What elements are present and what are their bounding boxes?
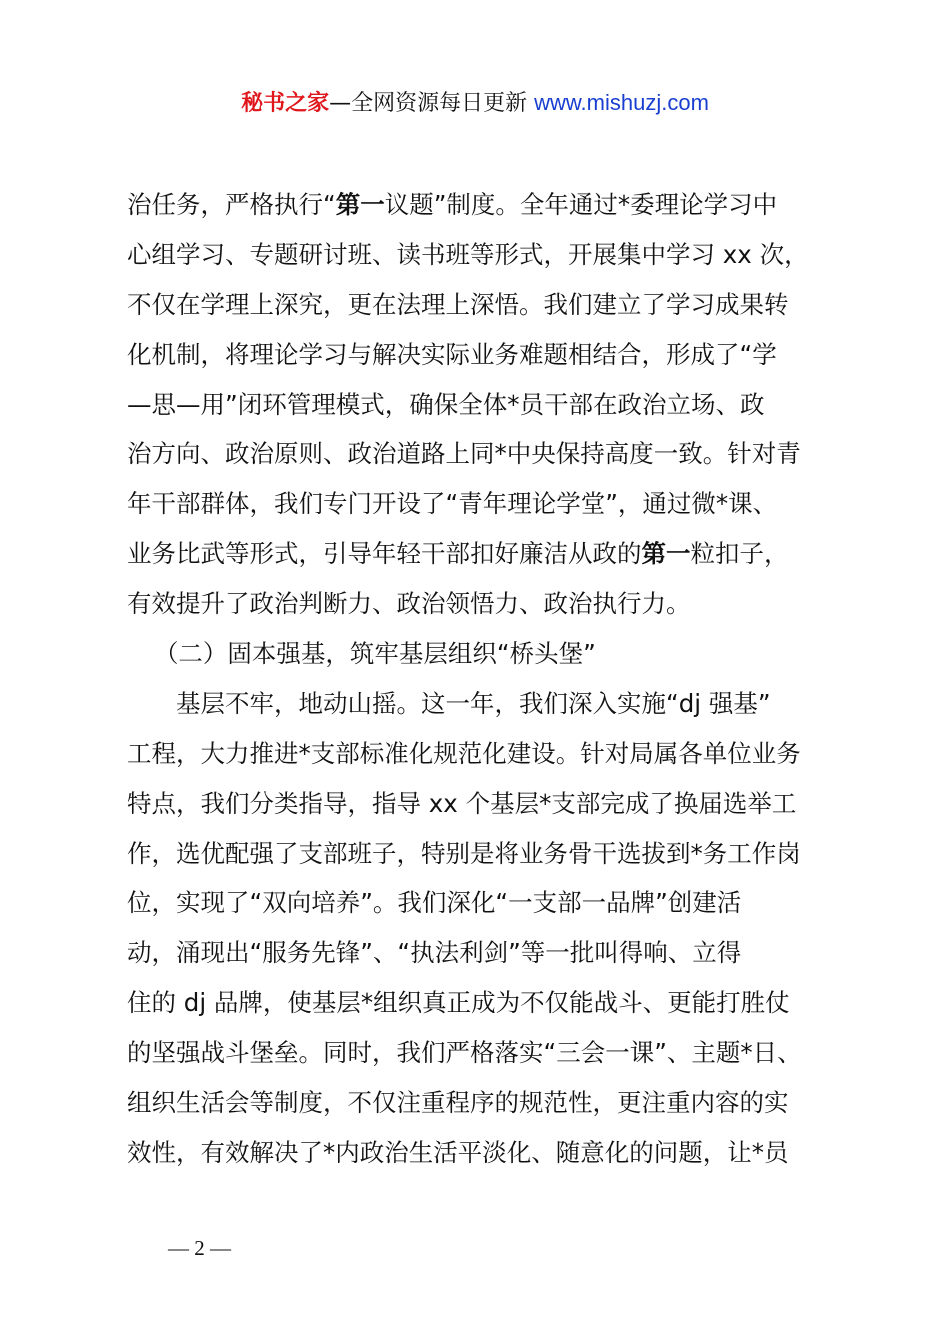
- text-line: [127, 280, 847, 330]
- text-line: [127, 978, 847, 1028]
- text-line: [127, 380, 847, 430]
- text-segment: 住的 dj 品牌，使基层*组织真正成为不仅能战斗、更能打胜仗: [127, 988, 790, 1018]
- brand-name: 秘书之家: [241, 91, 330, 116]
- text-line: [127, 180, 847, 230]
- text-line: [127, 878, 847, 928]
- page-header: [0, 86, 950, 121]
- text-segment: 工程，大力推进*支部标准化规范化建设。针对局属各单位业务: [127, 738, 801, 768]
- text-line: [127, 829, 847, 879]
- text-line: [127, 1028, 847, 1078]
- text-segment: 组织生活会等制度，不仅注重程序的规范性，更注重内容的实: [127, 1088, 789, 1118]
- text-line: [127, 779, 847, 829]
- section-heading: [127, 629, 847, 679]
- text-line: [127, 1128, 847, 1178]
- text-line: [127, 729, 847, 779]
- text-segment: 化机制，将理论学习与解决实际业务难题相结合，形成了“学: [127, 339, 777, 369]
- text-line: [127, 928, 847, 978]
- text-segment: 位，实现了“双向培养”。我们深化“一支部一品牌”创建活: [127, 888, 742, 918]
- header-url[interactable]: www.mishuzj.com: [534, 90, 709, 115]
- text-segment: 治任务，严格执行“: [127, 190, 336, 219]
- text-segment: 议题”制度。全年通过*委理论学习中: [384, 190, 778, 219]
- text-segment: 的坚强战斗堡垒。同时，我们严格落实“三会一课”、主题*日、: [127, 1038, 802, 1068]
- text-segment: 年干部群体，我们专门开设了“青年理论学堂”，通过微*课、: [127, 489, 778, 519]
- text-segment: （二）固本强基，筑牢基层组织“桥头堡”: [153, 639, 596, 669]
- bold-text: 第一: [335, 190, 385, 219]
- text-segment: 心组学习、专题研讨班、读书班等形式，开展集中学习 xx 次，: [127, 239, 809, 269]
- text-line: [127, 579, 847, 629]
- page-number: — 2 —: [168, 1236, 231, 1260]
- text-line: [127, 429, 847, 479]
- text-segment: 特点，我们分类指导，指导 xx 个基层*支部完成了换届选举工: [127, 788, 797, 818]
- text-segment: 治方向、政治原则、政治道路上同*中央保持高度一致。针对青: [127, 439, 801, 469]
- text-segment: 不仅在学理上深究，更在法理上深悟。我们建立了学习成果转: [127, 289, 789, 319]
- text-line: [127, 479, 847, 529]
- text-line: [127, 529, 847, 579]
- text-line: [127, 230, 847, 280]
- text-segment: 作，选优配强了支部班子，特别是将业务骨干选拔到*务工作岗: [127, 838, 801, 868]
- text-segment: 效性，有效解决了*内政治生活平淡化、随意化的问题，让*员: [127, 1137, 789, 1167]
- text-segment: 动，涌现出“服务先锋”、“执法利剑”等一批叫得响、立得: [127, 938, 742, 968]
- text-segment: —思—用”闭环管理模式，确保全体*员干部在政治立场、政: [127, 389, 765, 419]
- header-slogan: —全网资源每日更新: [329, 91, 535, 116]
- text-segment: 基层不牢，地动山摇。这一年，我们深入实施“dj 强基”: [176, 688, 771, 718]
- bold-text: 第一: [641, 539, 691, 569]
- text-line: [127, 679, 847, 729]
- text-segment: 粒扣子，: [690, 539, 789, 569]
- text-segment: 业务比武等形式，引导年轻干部扣好廉洁从政的: [127, 539, 642, 569]
- text-segment: 有效提升了政治判断力、政治领悟力、政治执行力。: [127, 589, 691, 619]
- document-body: [127, 180, 847, 1178]
- text-line: [127, 1078, 847, 1128]
- text-line: [127, 330, 847, 380]
